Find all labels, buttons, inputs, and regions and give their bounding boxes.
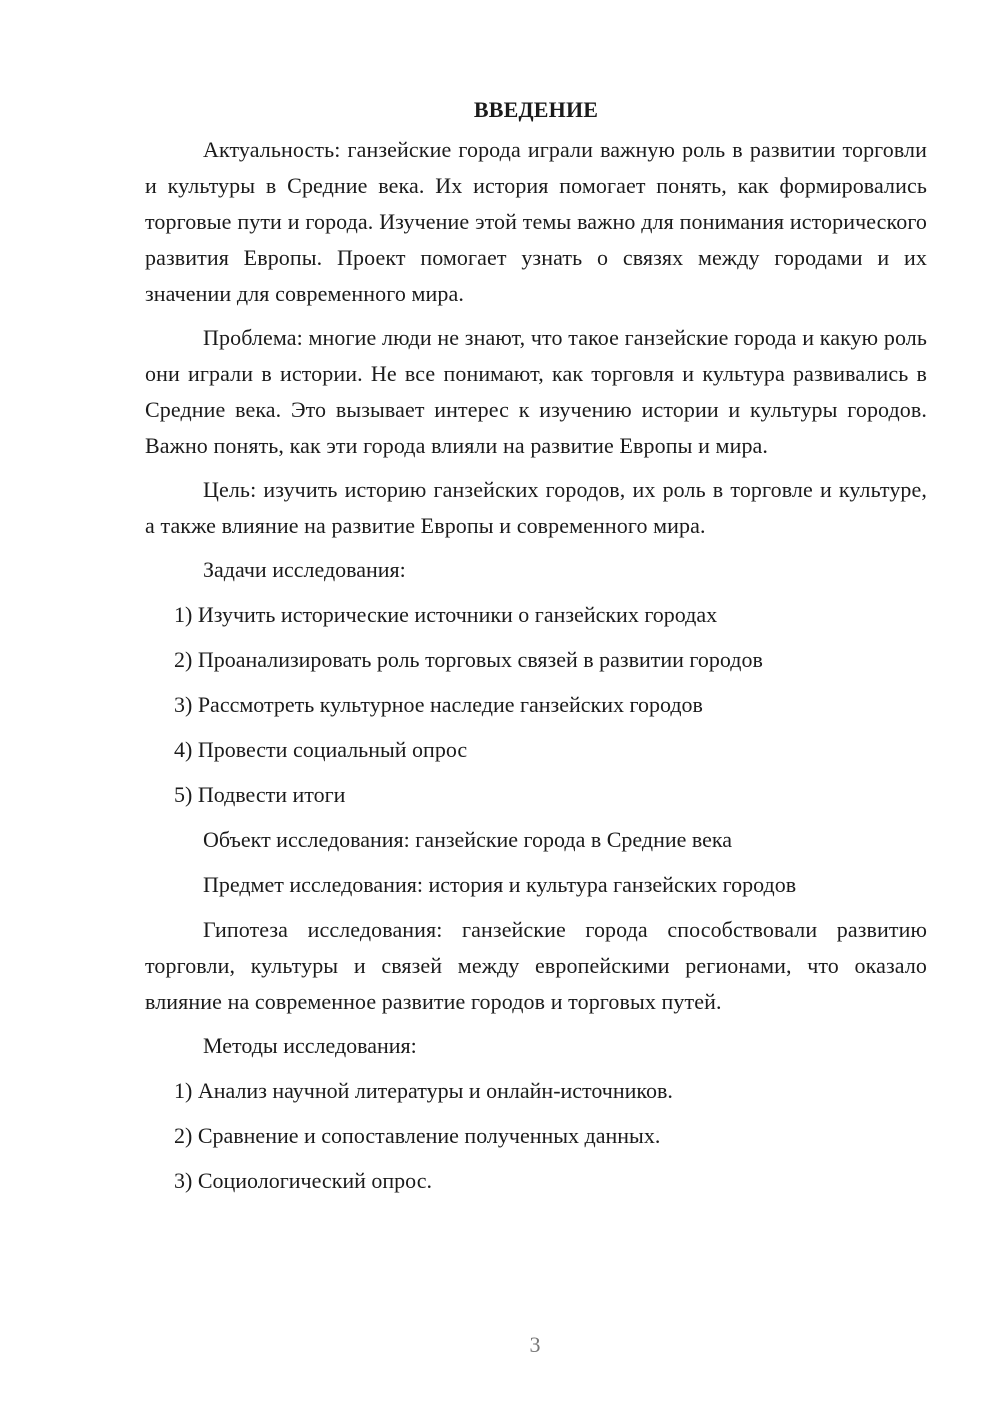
task-item: 1) Изучить исторические источники о ганзейских городах bbox=[174, 602, 718, 627]
hypothesis-paragraph: Гипотеза исследования: ганзейские города способствовали развитию торговли, культуры и связей между европейскими регионами, что оказало влияние на современное развитие городов и торговых путей. bbox=[145, 917, 927, 1014]
method-item: 3) Социологический опрос. bbox=[174, 1168, 432, 1193]
page-title: ВВЕДЕНИЕ bbox=[473, 97, 599, 122]
method-item: 2) Сравнение и сопоставление полученных данных. bbox=[174, 1123, 661, 1148]
research-subject: Предмет исследования: история и культура ганзейских городов bbox=[203, 872, 797, 897]
document-page bbox=[145, 92, 927, 1208]
task-item: 5) Подвести итоги bbox=[174, 782, 346, 807]
page-number: 3 bbox=[529, 1332, 541, 1357]
research-object: Объект исследования: ганзейские города в Средние века bbox=[203, 827, 733, 852]
tasks-heading: Задачи исследования: bbox=[203, 557, 406, 582]
goal-paragraph: Цель: изучить историю ганзейских городов, их роль в торговле и культуре, а также влияние на развитие Европы и современного мира. bbox=[145, 477, 927, 538]
relevance-paragraph: Актуальность: ганзейские города играли важную роль в развитии торговли и культуры в Средние века. Их история помогает понять, как формировались торговые пути и города. Изучение этой темы важно для понимания исторического развития Европы. Проект помогает узнать о связях между городами и их значении для современного мира. bbox=[145, 137, 927, 306]
task-item: 3) Рассмотреть культурное наследие ганзейских городов bbox=[174, 692, 703, 717]
task-item: 4) Провести социальный опрос bbox=[174, 737, 468, 762]
methods-heading: Методы исследования: bbox=[203, 1033, 417, 1058]
problem-paragraph: Проблема: многие люди не знают, что такое ганзейские города и какую роль они играли в истории. Не все понимают, как торговля и культура развивались в Средние века. Это вызывает интерес к изучению истории и культуры городов. Важно понять, как эти города влияли на развитие Европы и мира. bbox=[145, 325, 927, 458]
method-item: 1) Анализ научной литературы и онлайн-источников. bbox=[174, 1078, 673, 1103]
task-item: 2) Проанализировать роль торговых связей в развитии городов bbox=[174, 647, 763, 672]
